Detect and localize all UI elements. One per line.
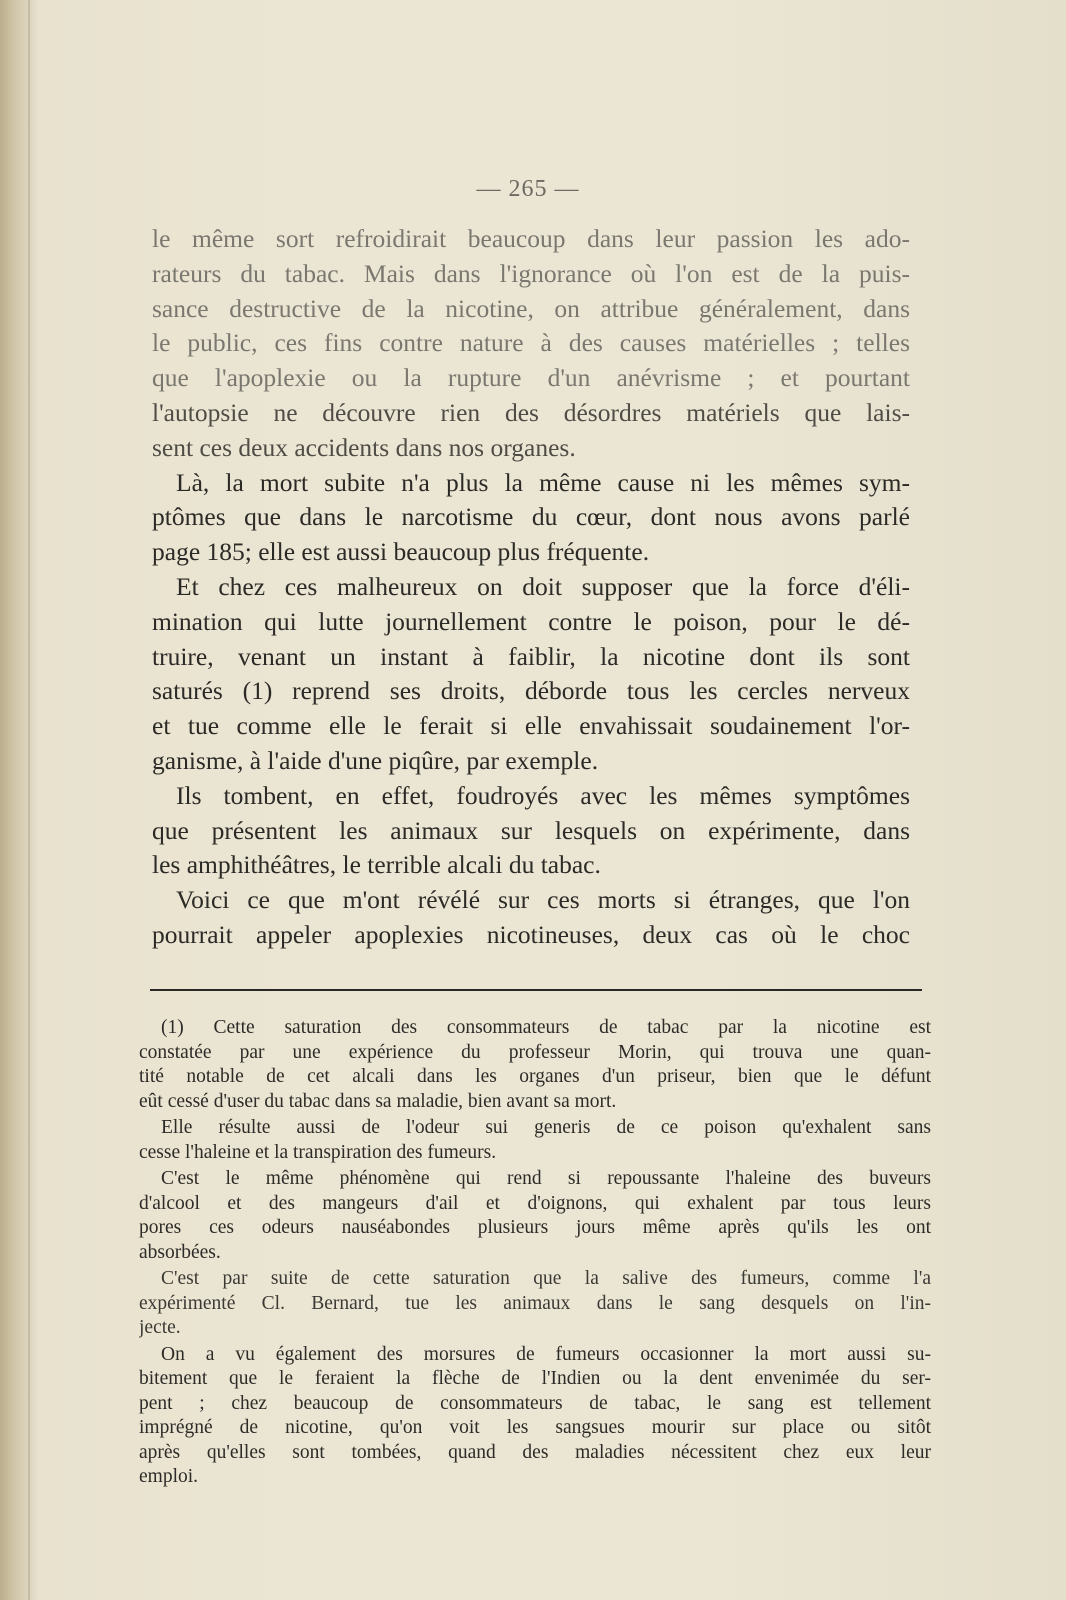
body-line: que présentent les animaux sur lesquels on expérimente, dans <box>152 815 910 845</box>
body-line: et tue comme elle le ferait si elle envahissait soudainement l'or- <box>152 711 910 741</box>
footnote-line: d'alcool et des mangeurs d'ail et d'oignons, qui exhalent par tous leurs <box>139 1192 931 1214</box>
footnote-line: (1) Cette saturation des consommateurs de tabac par la nicotine est <box>161 1017 931 1038</box>
book-spine-shadow <box>0 0 38 1600</box>
body-line: le public, ces fins contre nature à des causes matérielles ; telles <box>152 328 910 358</box>
body-line: Voici ce que m'ont révélé sur ces morts si étranges, que l'on <box>176 885 910 915</box>
body-line: page 185; elle est aussi beaucoup plus fréquente. <box>152 537 650 567</box>
footnote-line: constatée par une expérience du professeur Morin, qui trouva une quan- <box>139 1041 931 1063</box>
body-line: sance destructive de la nicotine, on attribue généralement, dans <box>152 293 910 323</box>
body-line: ganisme, à l'aide d'une piqûre, par exemple. <box>152 745 599 775</box>
footnote-line: absorbées. <box>139 1241 221 1263</box>
footnote-line: cesse l'haleine et la transpiration des fumeurs. <box>139 1141 497 1163</box>
body-line: Ils tombent, en effet, foudroyés avec les mêmes symptômes <box>176 780 910 810</box>
body-line: l'autopsie ne découvre rien des désordres matériels que lais- <box>152 397 910 427</box>
footnote-line: imprégné de nicotine, qu'on voit les sangsues mourir sur place ou sitôt <box>139 1417 931 1438</box>
footnote-line: eût cessé d'user du tabac dans sa maladie, bien avant sa mort. <box>139 1090 617 1112</box>
body-line: saturés (1) reprend ses droits, déborde tous les cercles nerveux <box>152 676 910 706</box>
footnote-line: jecte. <box>139 1317 181 1338</box>
footnote-line: tité notable de cet alcali dans les organes d'un priseur, bien que le défunt <box>139 1066 931 1087</box>
body-line: ptômes que dans le narcotisme du cœur, dont nous avons parlé <box>152 502 910 532</box>
body-line: Et chez ces malheureux on doit supposer que la force d'éli- <box>176 571 910 601</box>
footnote-line: bitement que le feraient la flèche de l'Indien ou la dent envenimée du ser- <box>139 1368 931 1389</box>
body-line: le même sort refroidirait beaucoup dans leur passion les ado- <box>152 224 910 253</box>
footnote-line: emploi. <box>139 1466 199 1487</box>
body-line: Là, la mort subite n'a plus la même cause ni les mêmes sym- <box>176 467 910 497</box>
page-number: — 265 — <box>476 176 580 202</box>
footnote-line: après qu'elles sont tombées, quand des maladies nécessitent chez eux leur <box>139 1441 931 1463</box>
footnote-line: C'est par suite de cette saturation que la salive des fumeurs, comme l'a <box>161 1268 931 1289</box>
main-text <box>152 222 910 953</box>
body-line: rateurs du tabac. Mais dans l'ignorance où l'on est de la puis- <box>152 258 910 288</box>
footnote-separator-rule <box>150 989 922 991</box>
body-line: que l'apoplexie ou la rupture d'un anévrisme ; et pourtant <box>152 363 910 393</box>
footnote-line: expérimenté Cl. Bernard, tue les animaux dans le sang desquels on l'in- <box>139 1292 931 1314</box>
footnote-line: pores ces odeurs nauséabondes plusieurs jours même après qu'ils les ont <box>139 1217 931 1238</box>
footnote-line: On a vu également des morsures de fumeurs occasionner la mort aussi su- <box>161 1343 931 1365</box>
body-line: sent ces deux accidents dans nos organes. <box>152 432 576 462</box>
body-line: pourrait appeler apoplexies nicotineuses, deux cas où le choc <box>152 919 910 949</box>
spine-crease <box>28 0 30 1600</box>
body-line: truire, venant un instant à faiblir, la nicotine dont ils sont <box>152 641 910 671</box>
body-line: les amphithéâtres, le terrible alcali du tabac. <box>152 850 601 880</box>
footnote-line: C'est le même phénomène qui rend si repoussante l'haleine des buveurs <box>161 1168 931 1189</box>
footnote-line: Elle résulte aussi de l'odeur sui generis de ce poison qu'exhalent sans <box>161 1117 931 1138</box>
body-line: mination qui lutte journellement contre le poison, pour le dé- <box>152 606 910 636</box>
footnotes <box>139 1016 931 1490</box>
footnote-line: pent ; chez beaucoup de consommateurs de tabac, le sang est tellement <box>139 1392 931 1414</box>
